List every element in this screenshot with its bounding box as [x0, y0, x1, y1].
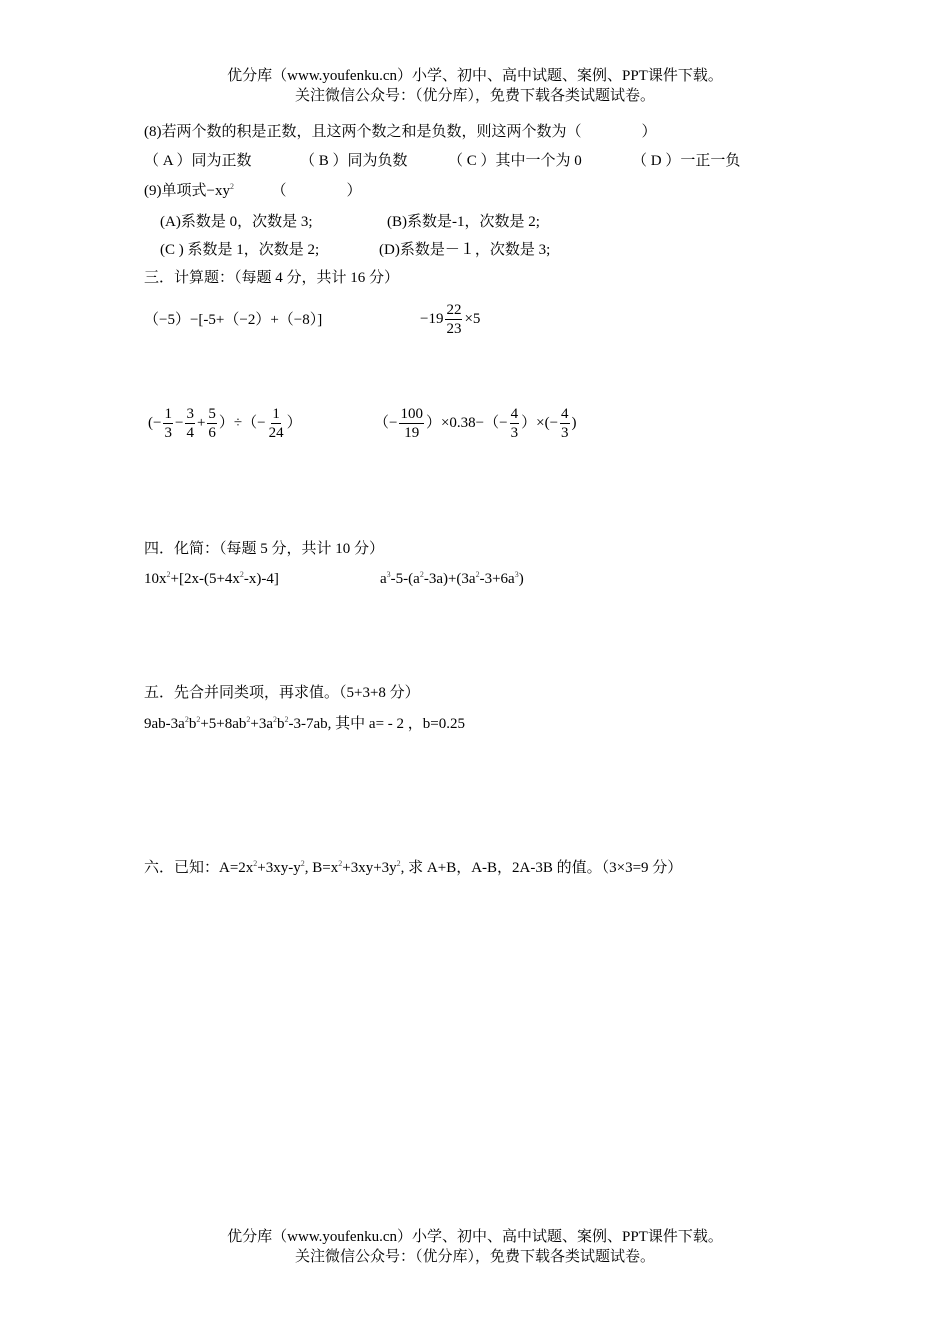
q8-option-b: （ B ）同为负数: [300, 153, 408, 169]
sec3-p4-frac-1: $\frac{100}{19}$: [400, 406, 423, 442]
q9-stem-text: (9)单项式−xy: [144, 183, 230, 199]
q8-option-d: （ D ）一正一负: [632, 153, 741, 169]
q8-option-a: （ A ）同为正数: [144, 153, 252, 169]
section-4-title: 四．化简：（每题 5 分，共计 10 分）: [144, 541, 385, 557]
header-line-2: 关注微信公众号：（优分库），免费下载各类试题试卷。: [294, 88, 655, 104]
q9-option-d: (D)系数是－１，次数是 3;: [379, 242, 551, 258]
sec3-p2-prefix: −19: [420, 311, 444, 327]
sec4-problem-1: $10x^2+[2x-(5+4x^2-x)-4]$: [144, 570, 279, 587]
q9-option-a: (A)系数是 0，次数是 3;: [160, 214, 313, 230]
sec3-p3-frac-1: $\frac{1}{3}$: [164, 406, 172, 442]
sec3-p4-frac-3: $\frac{4}{3}$: [561, 406, 569, 442]
sec3-p4-frac-2: $\frac{4}{3}$: [510, 406, 519, 442]
q9-exponent: 2: [229, 182, 234, 191]
sec5-problem: $9ab-3a^2b^2+5+8ab^2+3a^2b^2-3-7ab$, 其中 a= - 2 ，b=0.25: [144, 715, 465, 732]
sec3-p2-suffix: ×5: [464, 311, 481, 327]
footer-line-1: 优分库（www.youfenku.cn）小学、初中、高中试题、案例、PPT课件下载。: [227, 1229, 723, 1245]
section-5-title: 五．先合并同类项，再求值。（5+3+8 分）: [144, 685, 420, 701]
section-6-problem: 六．已知：$A=2x^2+3xy-y^2$, $B=x^2+3xy+3y^2$, 求 A+B，A-B，2A-3B 的值。（3×3=9 分）: [144, 859, 683, 876]
sec3-p3-frac-3: $\frac{5}{6}$: [208, 406, 216, 442]
footer-line-2: 关注微信公众号：（优分库），免费下载各类试题试卷。: [294, 1249, 655, 1265]
section-3-title: 三．计算题：（每题 4 分，共计 16 分）: [144, 270, 400, 286]
q9-option-b: (B)系数是-1，次数是 2;: [387, 214, 540, 230]
sec3-p3-frac-4: $\frac{1}{24}$: [268, 406, 284, 442]
q9-option-c: (C ) 系数是 1，次数是 2;: [160, 242, 320, 258]
sec4-problem-2: $a^3-5-(a^2-3a)+(3a^2-3+6a^3)$: [380, 570, 524, 587]
q8-option-c: （ C ）其中一个为 0: [448, 153, 582, 169]
q9-stem: [144, 181, 361, 201]
sec3-problem-4: （− $\frac{100}{19}$ ）×0.38−（− $\frac{4}{3}$ ）×(− $\frac{4}{3}$ ): [374, 406, 577, 442]
sec3-problem-2: [420, 300, 480, 338]
q9-answer-paren: （ ）: [271, 183, 362, 199]
q8-stem: (8)若两个数的积是正数，且这两个数之和是负数，则这两个数为（ ）: [144, 124, 657, 140]
sec3-p3-frac-2: $\frac{3}{4}$: [186, 406, 194, 442]
sec3-problem-1: （−5）−[-5+（−2）+（−8）]: [144, 312, 323, 328]
sec3-p2-fraction: $\frac{22}{23}$: [446, 302, 462, 338]
sec3-problem-3: (− $\frac{1}{3}$ − $\frac{3}{4}$ + $\frac{5}{6}$ ）÷（− $\frac{1}{24}$ ）: [148, 406, 302, 442]
header-line-1: 优分库（www.youfenku.cn）小学、初中、高中试题、案例、PPT课件下载。: [227, 68, 723, 84]
